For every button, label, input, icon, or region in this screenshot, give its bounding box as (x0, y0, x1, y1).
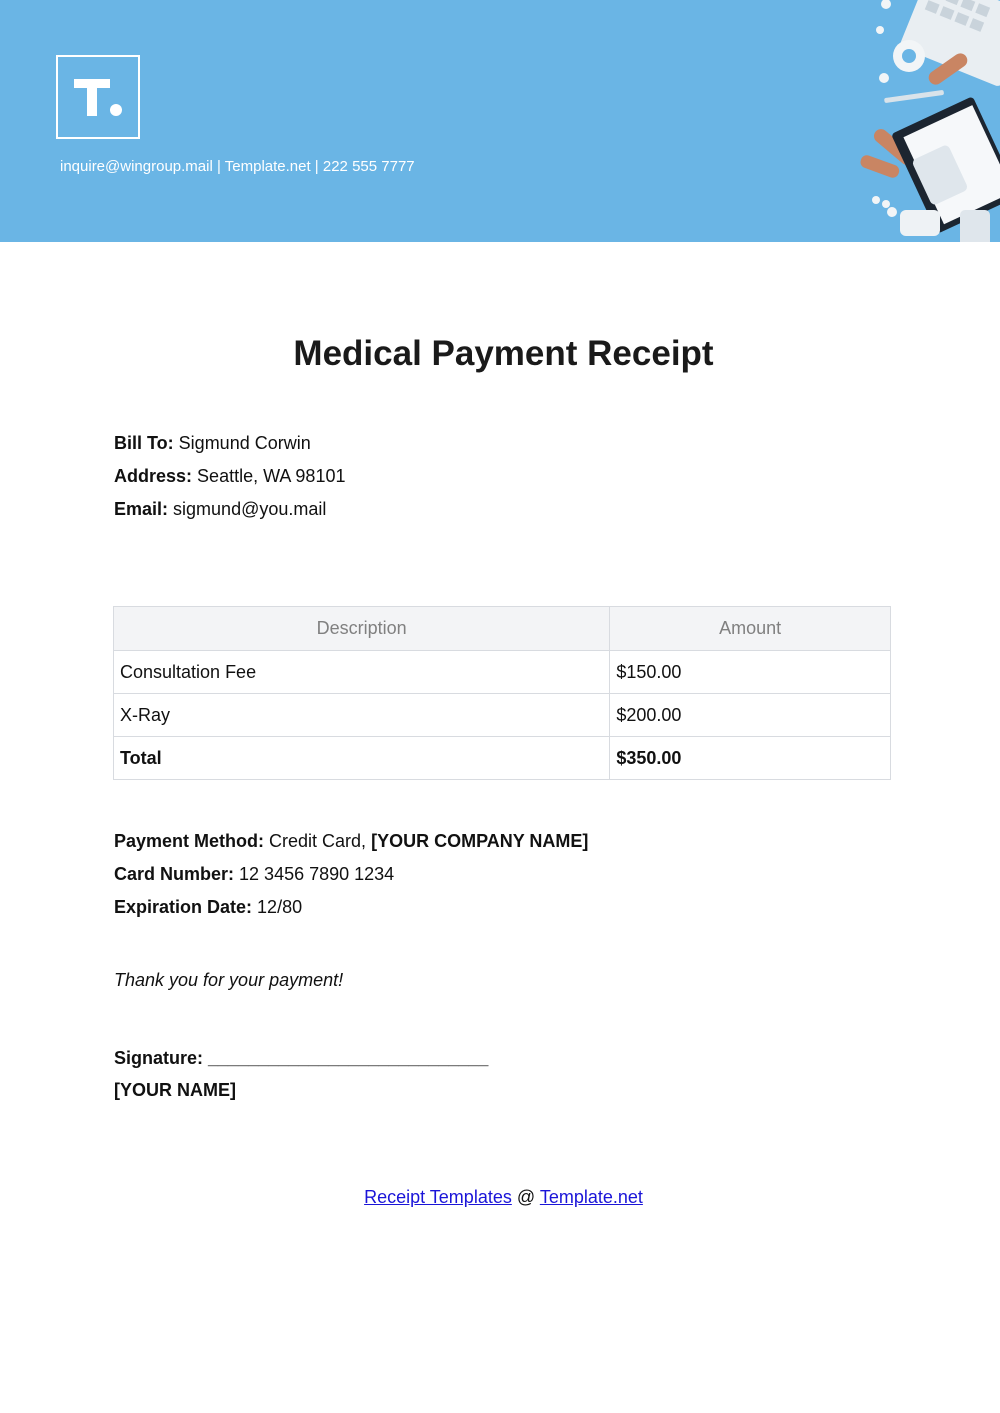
medicine-bottle-icon (900, 210, 940, 236)
company-name-placeholder: [YOUR COMPANY NAME] (371, 831, 589, 851)
table-header-row (114, 607, 891, 651)
table-row (114, 694, 891, 737)
bill-to-label: Bill To: (114, 433, 174, 453)
card-number-value: 12 3456 7890 1234 (239, 864, 395, 884)
column-header-description: Description (114, 607, 610, 651)
header-contact: inquire@wingroup.mail | Template.net | 222 555 7777 (60, 158, 415, 175)
signer-name: [YOUR NAME] (114, 1080, 236, 1100)
header-banner (0, 0, 1000, 242)
footer-separator: @ (516, 1187, 536, 1207)
logo-icon (58, 57, 138, 137)
row-amount: $200.00 (610, 694, 891, 737)
address-value: Seattle, WA 98101 (197, 466, 346, 486)
template-net-link[interactable]: Template.net (539, 1187, 643, 1207)
email-value: sigmund@you.mail (173, 499, 327, 519)
bill-to-value: Sigmund Corwin (178, 433, 311, 453)
total-amount: $350.00 (610, 737, 891, 780)
row-description: X-Ray (114, 694, 610, 737)
signature-line (114, 1047, 488, 1069)
expiration-label: Expiration Date: (114, 897, 253, 917)
company-logo (56, 55, 140, 139)
charges-table (113, 606, 891, 780)
signer-name-line (114, 1079, 236, 1101)
expiration-value: 12/80 (257, 897, 303, 917)
table-row (114, 651, 891, 694)
payment-method-line (114, 830, 588, 852)
email-line (114, 498, 326, 520)
email-label: Email: (114, 499, 169, 519)
receipt-templates-link[interactable]: Receipt Templates (364, 1187, 512, 1207)
signature-label: Signature: (114, 1048, 204, 1068)
footer (0, 1187, 1000, 1208)
row-amount: $150.00 (610, 651, 891, 694)
payment-method-value: Credit Card, (269, 831, 367, 851)
card-number-line (114, 863, 394, 885)
thank-you-note: Thank you for your payment! (114, 970, 344, 990)
card-number-label: Card Number: (114, 864, 235, 884)
medical-supplies-image (840, 0, 1000, 242)
signature-blank: ____________________________ (208, 1048, 489, 1068)
bill-to-line (114, 432, 311, 454)
payment-method-label: Payment Method: (114, 831, 265, 851)
page-title: Medical Payment Receipt (293, 334, 714, 373)
total-row (114, 737, 891, 780)
expiration-line (114, 896, 302, 918)
total-label: Total (114, 737, 610, 780)
address-label: Address: (114, 466, 193, 486)
row-description: Consultation Fee (114, 651, 610, 694)
column-header-amount: Amount (610, 607, 891, 651)
address-line (114, 465, 345, 487)
